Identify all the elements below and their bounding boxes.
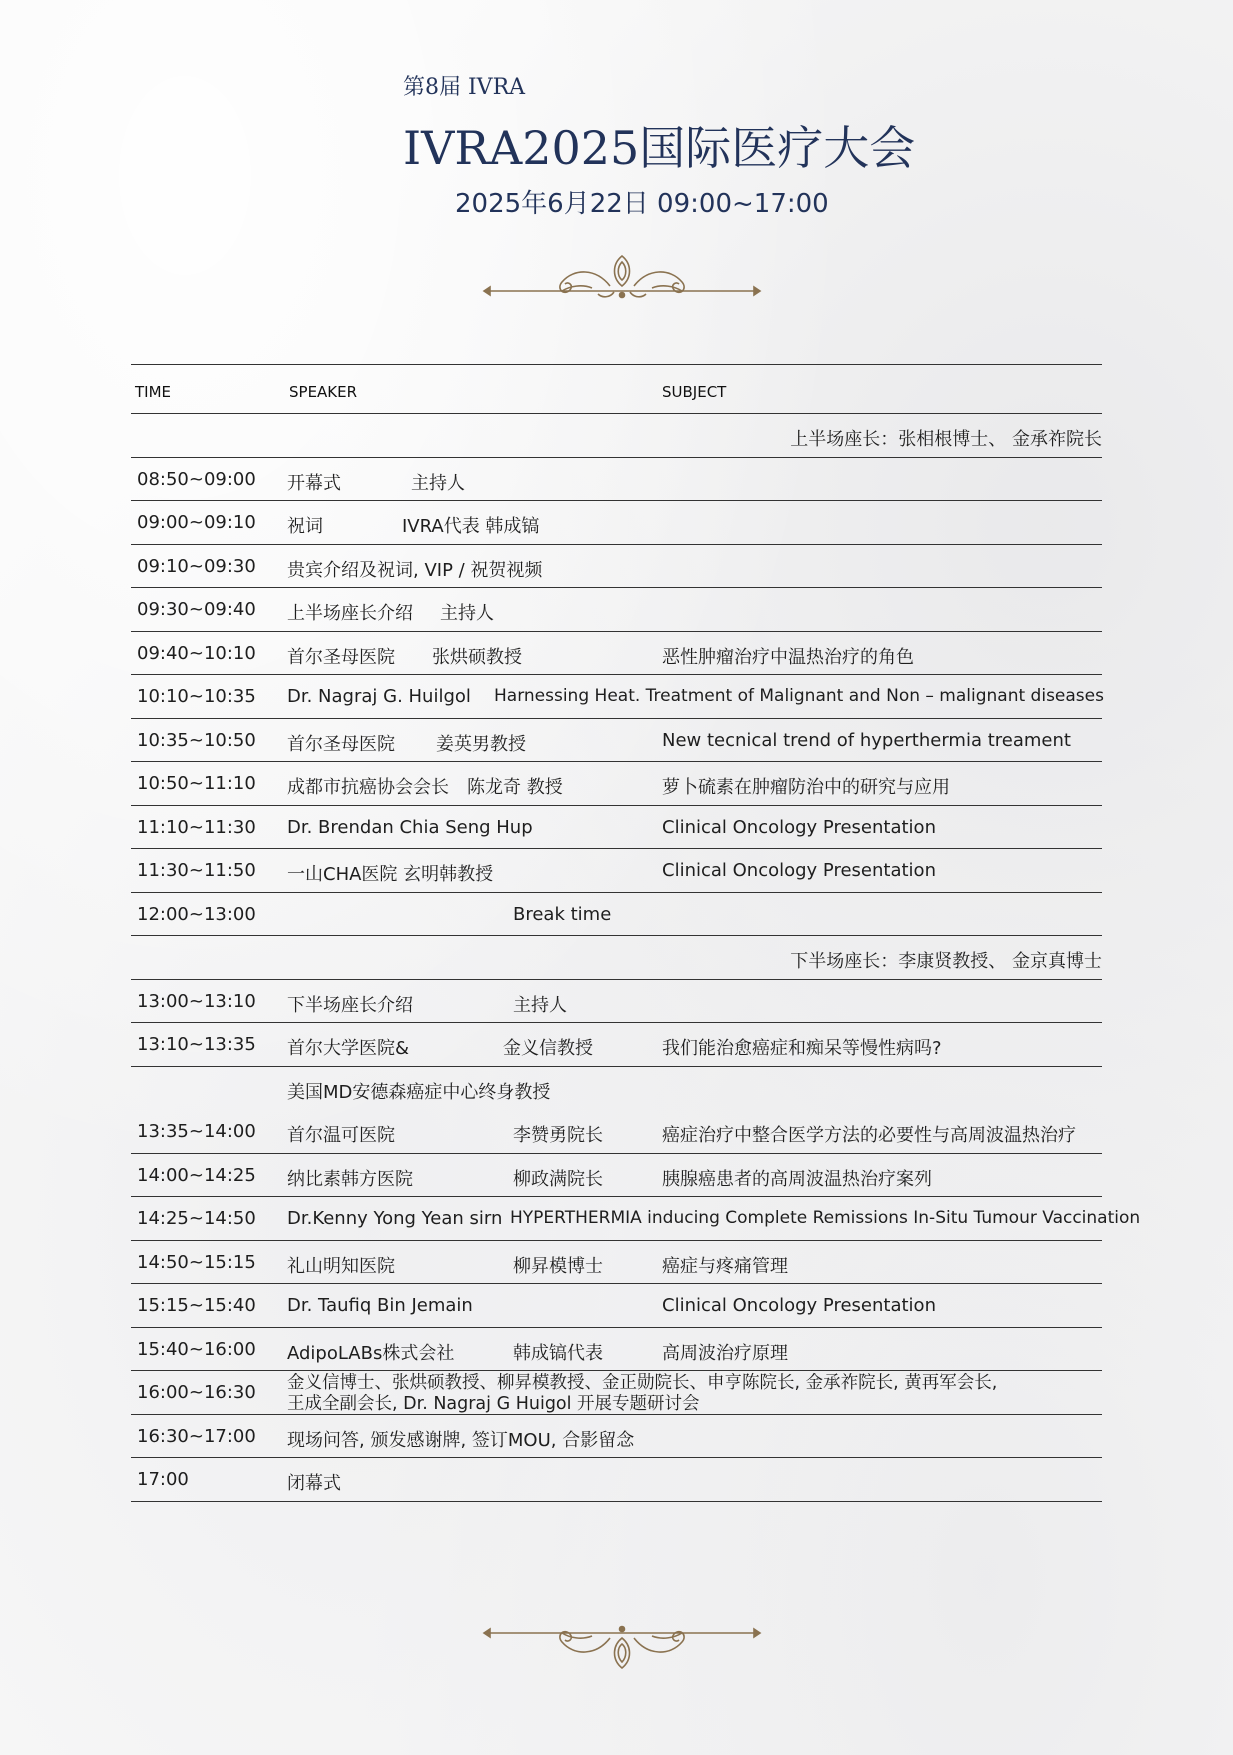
row-time: 17:00 (137, 1469, 189, 1490)
row-speaker-detail: 主持人 (440, 603, 494, 624)
row-subject: 我们能治愈癌症和痴呆等慢性病吗? (662, 1038, 942, 1059)
conference-datetime: 2025年6月22日 09:00~17:00 (455, 189, 829, 219)
row-time: 16:00~16:30 (137, 1382, 256, 1403)
row-speaker-detail: 主持人 (513, 994, 567, 1016)
row-time: 16:30~17:00 (137, 1425, 256, 1447)
table-row (131, 1023, 1102, 1067)
row-subject: 恶性肿瘤治疗中温热治疗的角色 (662, 646, 914, 668)
row-speaker: 礼山明知医院 (287, 1255, 395, 1277)
row-speaker: 成都市抗癌协会会长 (287, 777, 449, 798)
row-time: 09:00~09:10 (137, 512, 256, 533)
row-speaker: 上半场座长介绍 (287, 603, 413, 624)
row-speaker: 下半场座长介绍 (287, 994, 413, 1016)
table-row (131, 458, 1102, 502)
table-row (131, 545, 1102, 589)
row-speaker-detail: 柳政满院长 (513, 1168, 603, 1190)
row-speaker: 现场问答, 颁发感谢牌, 签订MOU, 合影留念 (287, 1429, 635, 1451)
row-time: 14:00~14:25 (137, 1164, 256, 1186)
row-time: 13:35~14:00 (137, 1121, 256, 1142)
row-speaker: 祝词 (287, 516, 323, 537)
table-row (131, 1458, 1102, 1502)
row-speaker-detail: 陈龙奇 教授 (467, 777, 563, 798)
row-speaker: Dr. Taufiq Bin Jemain (287, 1295, 473, 1316)
row-speaker-detail: 金义信教授 (503, 1038, 593, 1059)
scroll-ornament-icon (482, 1620, 762, 1676)
row-speaker-detail: 主持人 (411, 472, 465, 494)
table-row (131, 849, 1102, 893)
table-row (131, 675, 1102, 719)
table-row (131, 632, 1102, 676)
row-time: 14:25~14:50 (137, 1208, 256, 1229)
row-speaker-detail: 李赞勇院长 (513, 1125, 603, 1146)
panel-discussion (287, 1373, 997, 1415)
row-time: 10:35~10:50 (137, 729, 256, 751)
row-speaker: 闭幕式 (287, 1473, 341, 1494)
chair-row-second (131, 936, 1102, 980)
row-speaker: 一山CHA医院 玄明韩教授 (287, 864, 494, 885)
row-time: 09:40~10:10 (137, 642, 256, 664)
table-row (131, 1241, 1102, 1285)
row-time: 10:50~11:10 (137, 773, 256, 794)
row-subject: Clinical Oncology Presentation (662, 860, 936, 881)
chair-row-first (131, 414, 1102, 458)
table-row (131, 980, 1102, 1024)
row-time: 12:00~13:00 (137, 903, 256, 925)
row-subject: 胰腺癌患者的高周波温热治疗案列 (662, 1168, 932, 1190)
panel-line-1: 金义信博士、张烘硕教授、柳昇模教授、金正勋院长、申亨陈院长, 金承祚院长, 黄再军会长, (287, 1373, 998, 1393)
table-row (131, 1110, 1102, 1154)
row-time: 13:00~13:10 (137, 990, 256, 1012)
conference-title: IVRA2025国际医疗大会 (403, 121, 916, 175)
row-speaker: Dr. Brendan Chia Seng Hup (287, 816, 533, 838)
row-subject: 高周波治疗原理 (662, 1342, 788, 1364)
row-speaker: 纳比素韩方医院 (287, 1168, 413, 1190)
row-speaker: Dr.Kenny Yong Yean sirn (287, 1208, 503, 1229)
table-row (131, 1067, 1102, 1111)
table-header (131, 364, 1102, 414)
row-subject: 萝卜硫素在肿瘤防治中的研究与应用 (662, 777, 950, 798)
table-row (131, 501, 1102, 545)
row-speaker: Dr. Nagraj G. Huilgol (287, 686, 471, 707)
table-row (131, 1154, 1102, 1198)
row-subject: Clinical Oncology Presentation (662, 1295, 936, 1316)
table-row (131, 1328, 1102, 1372)
scroll-ornament-icon (482, 248, 762, 304)
table-row (131, 719, 1102, 763)
row-speaker-detail: 柳昇模博士 (513, 1255, 603, 1277)
table-row (131, 806, 1102, 850)
chair-first: 上半场座长：张相根博士、 金承祚院长 (790, 429, 1102, 450)
table-row (131, 588, 1102, 632)
row-time: 13:10~13:35 (137, 1034, 256, 1055)
row-speaker: 贵宾介绍及祝词, VIP / 祝贺视频 (287, 559, 543, 581)
row-time: 11:10~11:30 (137, 816, 256, 838)
row-subject: Harnessing Heat. Treatment of Malignant and Non – malignant diseases (494, 686, 1104, 706)
row-time: 09:30~09:40 (137, 599, 256, 620)
row-time: 14:50~15:15 (137, 1251, 256, 1273)
table-row (131, 893, 1102, 937)
row-time: 10:10~10:35 (137, 686, 256, 707)
table-row (131, 1371, 1102, 1415)
table-row (131, 1415, 1102, 1459)
panel-line-2: 王成全副会长, Dr. Nagraj G Huigol 开展专题研讨会 (287, 1394, 700, 1414)
row-speaker: 首尔大学医院& (287, 1038, 410, 1059)
edition-label: 第8届 IVRA (403, 75, 526, 100)
row-speaker-detail: IVRA代表 韩成镐 (402, 516, 540, 537)
row-speaker-detail: 韩成镐代表 (513, 1342, 603, 1364)
row-speaker-detail: 张烘硕教授 (432, 646, 522, 668)
break-label: Break time (513, 903, 612, 925)
column-header-subject: SUBJECT (662, 383, 727, 401)
row-time: 08:50~09:00 (137, 468, 256, 490)
schedule-table (131, 364, 1141, 1502)
column-header-time: TIME (135, 383, 172, 401)
row-subject: HYPERTHERMIA inducing Complete Remissions In-Situ Tumour Vaccination (510, 1208, 1141, 1228)
row-time: 15:40~16:00 (137, 1338, 256, 1360)
column-header-speaker: SPEAKER (289, 383, 358, 401)
table-row (131, 1197, 1141, 1241)
row-subject: Clinical Oncology Presentation (662, 816, 936, 838)
row-speaker: AdipoLABs株式会社 (287, 1342, 455, 1364)
row-speaker: 首尔温可医院 (287, 1125, 395, 1146)
row-speaker: 首尔圣母医院 (287, 733, 395, 755)
row-speaker: 开幕式 (287, 472, 341, 494)
row-time: 15:15~15:40 (137, 1295, 256, 1316)
row-subject: 癌症与疼痛管理 (662, 1255, 788, 1277)
row-speaker-detail: 姜英男教授 (436, 733, 526, 755)
row-subject: New tecnical trend of hyperthermia treament (662, 729, 1071, 751)
chair-second: 下半场座长：李康贤教授、 金京真博士 (790, 951, 1102, 972)
row-time: 09:10~09:30 (137, 555, 256, 577)
row-speaker: 首尔圣母医院 (287, 646, 395, 668)
table-row (131, 1284, 1102, 1328)
table-row (131, 762, 1102, 806)
row-subject: 癌症治疗中整合医学方法的必要性与高周波温热治疗 (662, 1125, 1076, 1146)
row-speaker: 美国MD安德森癌症中心终身教授 (287, 1081, 551, 1103)
row-time: 11:30~11:50 (137, 860, 256, 881)
